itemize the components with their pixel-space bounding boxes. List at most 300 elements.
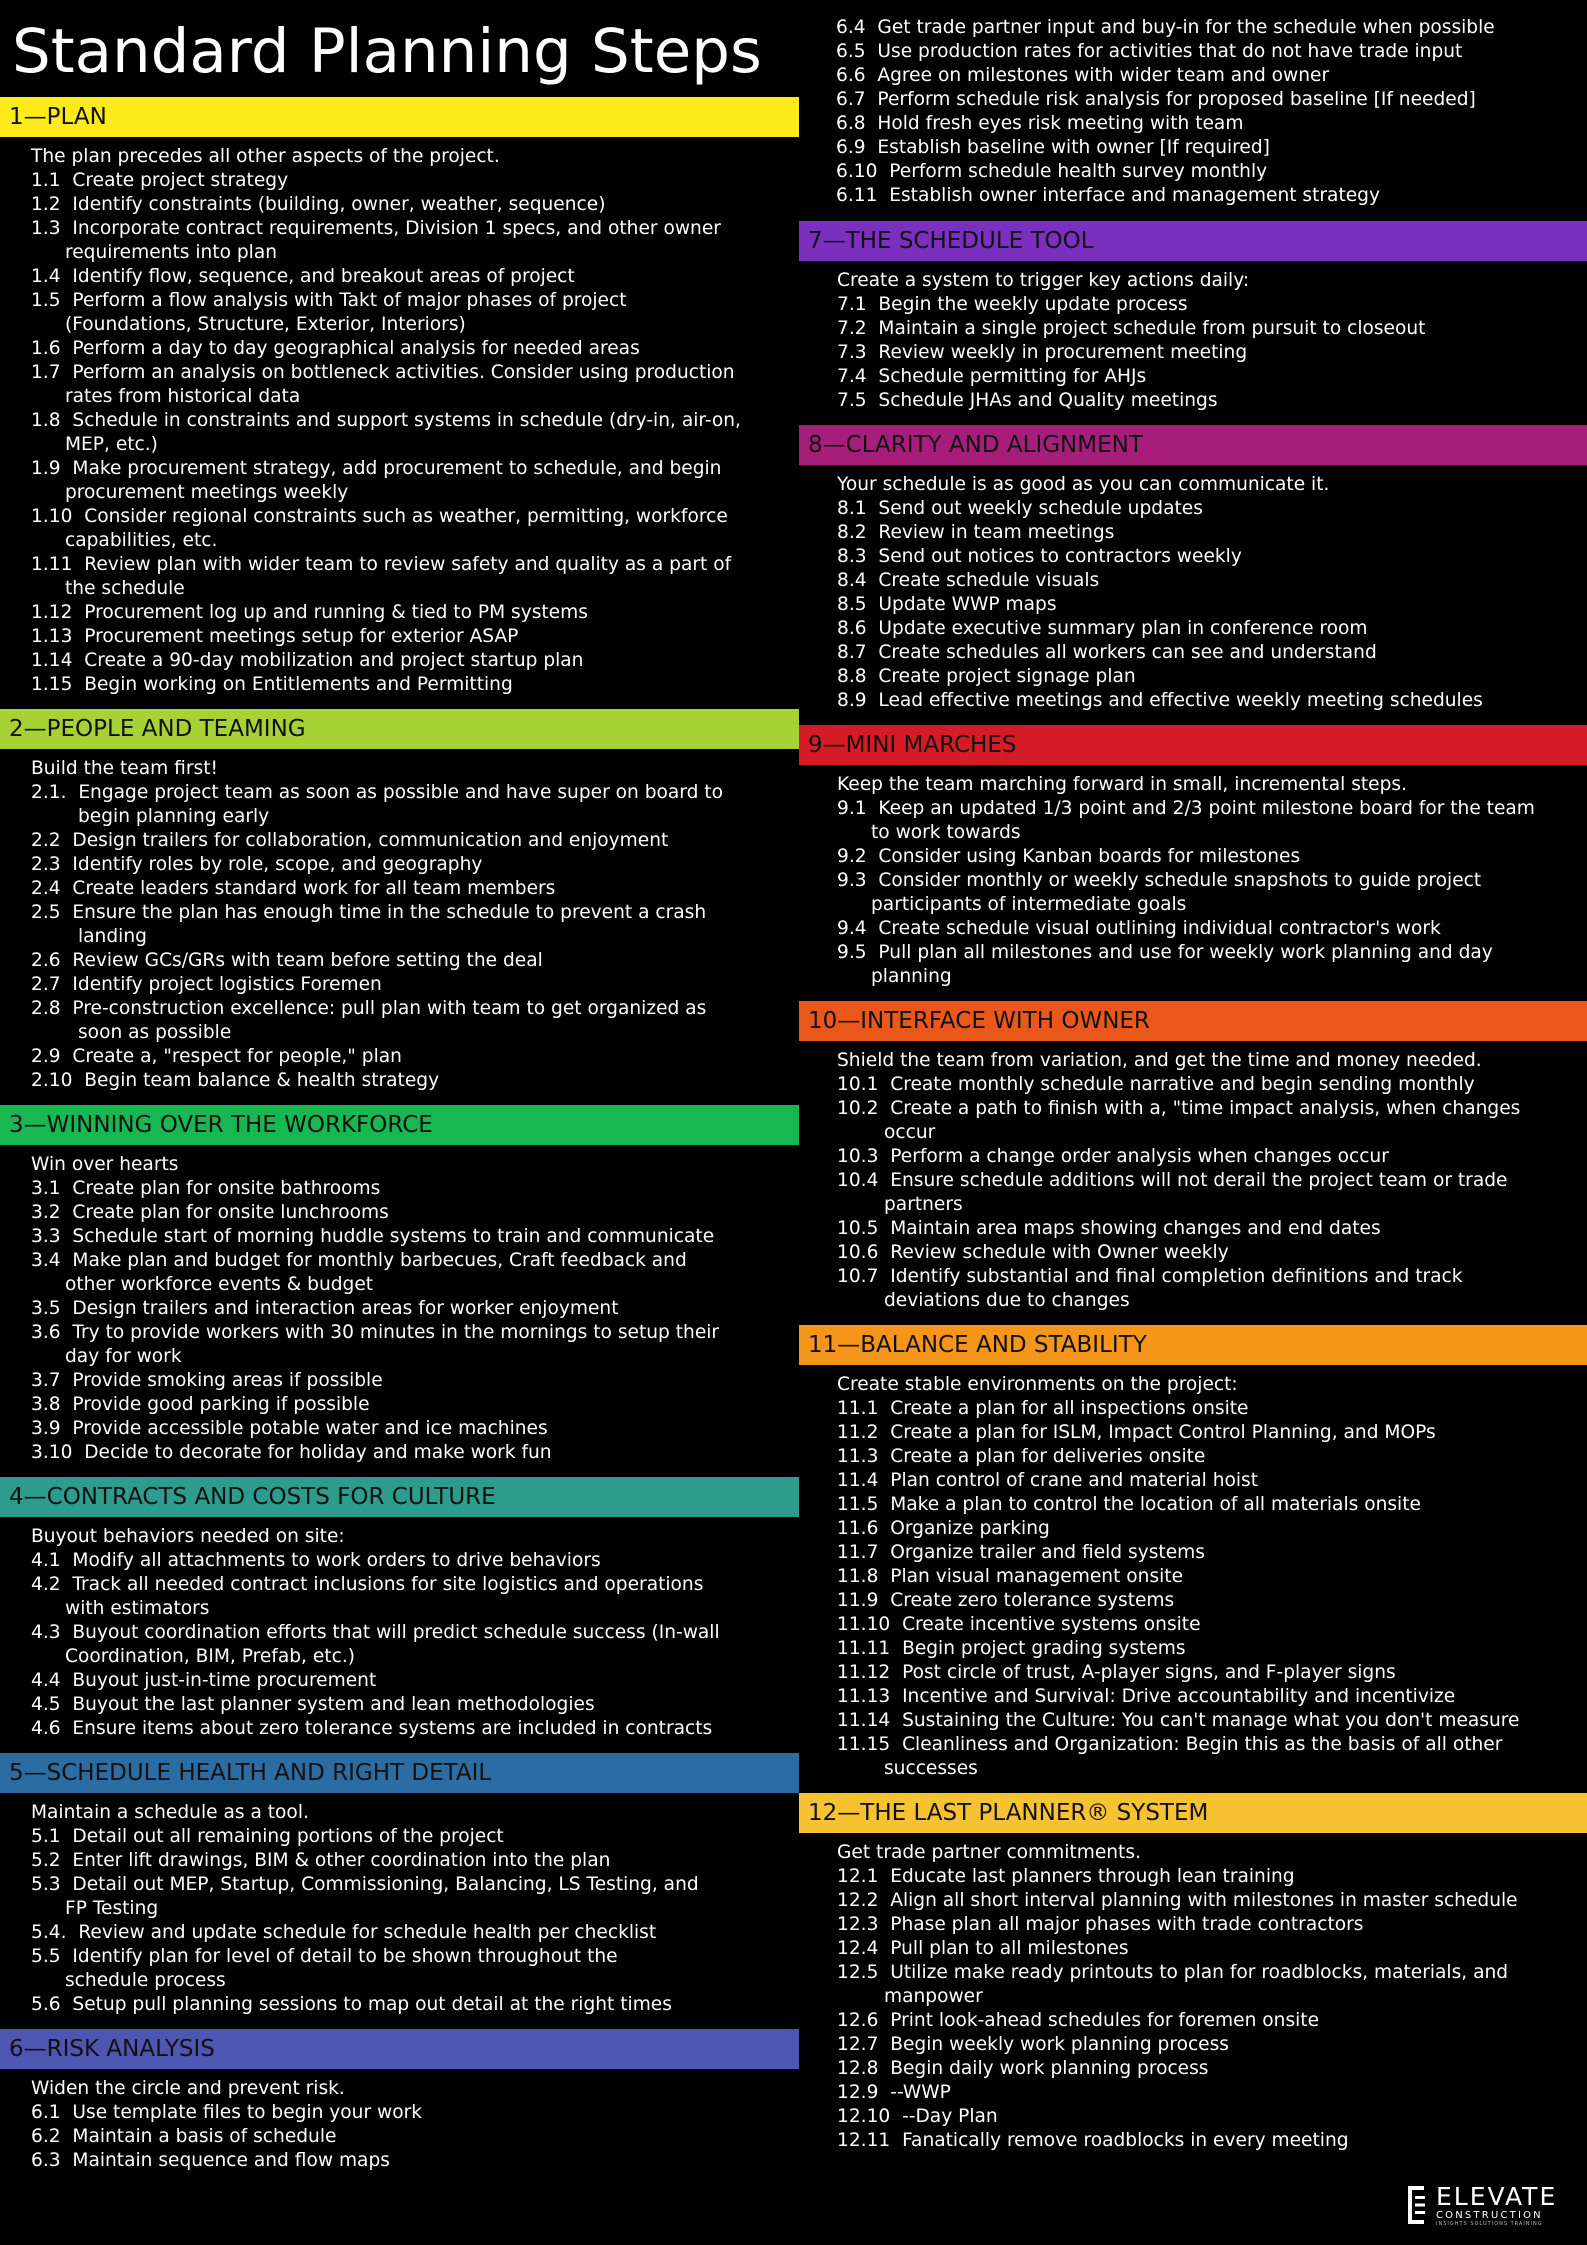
item-number: 10.7 — [837, 1266, 879, 1287]
item-line — [837, 689, 1587, 713]
section-body — [799, 261, 1587, 425]
item-line — [31, 2125, 799, 2149]
item-number: 6.8 — [836, 113, 866, 134]
list-item — [799, 1961, 1587, 2009]
item-line — [837, 2009, 1587, 2033]
list-item — [0, 973, 799, 997]
item-number: 1.14 — [31, 650, 73, 671]
item-line — [837, 569, 1587, 593]
item-line — [837, 1265, 1587, 1289]
list-item — [799, 1613, 1587, 1637]
section-intro: Shield the team from variation, and get the time and money needed. — [837, 1050, 1482, 1071]
item-line — [31, 553, 799, 577]
list-item — [799, 869, 1587, 917]
item-line — [837, 869, 1587, 893]
item-number: 2.6 — [31, 950, 61, 971]
item-number: 11.3 — [837, 1446, 879, 1467]
item-number: 3.2 — [31, 1202, 61, 1223]
item-line — [31, 1717, 799, 1741]
item-number: 2.9 — [31, 1046, 61, 1067]
item-line — [31, 1177, 799, 1201]
item-line — [837, 1169, 1587, 1193]
list-item — [799, 2009, 1587, 2033]
item-line — [837, 1217, 1587, 1241]
item-number: 8.7 — [837, 642, 867, 663]
item-text: Plan control of crane and material hoist — [890, 1470, 1259, 1491]
section-contracts — [0, 1477, 799, 1753]
list-item — [0, 1993, 799, 2017]
list-item — [799, 40, 1587, 64]
section-intro: Maintain a schedule as a tool. — [31, 1802, 309, 1823]
item-line — [31, 1069, 799, 1093]
item-line — [31, 361, 799, 385]
item-number: 8.5 — [837, 594, 867, 615]
item-text: Create plan for onsite lunchrooms — [72, 1202, 389, 1223]
list-item — [0, 1069, 799, 1093]
item-continuation: partners — [884, 1194, 963, 1215]
list-item — [799, 1889, 1587, 1913]
list-item — [799, 184, 1587, 208]
item-continuation: to work towards — [871, 822, 1021, 843]
item-line — [836, 88, 1587, 112]
list-item — [799, 689, 1587, 713]
item-number: 4.5 — [31, 1694, 61, 1715]
item-line — [837, 2033, 1587, 2057]
item-number: 3.8 — [31, 1394, 61, 1415]
item-text: Incentive and Survival: Drive accountability and incentivize — [902, 1686, 1456, 1707]
item-number: 12.7 — [837, 2034, 879, 2055]
item-line — [31, 781, 799, 805]
item-text: Schedule in constraints and support systems in schedule (dry-in, air-on, — [72, 410, 741, 431]
item-line — [837, 1589, 1587, 1613]
item-line — [31, 2101, 799, 2125]
list-item — [799, 389, 1587, 413]
logo-tagline: INSIGHTS SOLUTIONS TRAINING — [1436, 2220, 1543, 2227]
list-item — [799, 1145, 1587, 1169]
item-line — [837, 1733, 1587, 1757]
item-number: 9.4 — [837, 918, 867, 939]
item-line — [837, 1865, 1587, 1889]
item-number: 12.9 — [837, 2082, 879, 2103]
list-item — [0, 1225, 799, 1249]
item-text: Pull plan all milestones and use for weekly work planning and day — [878, 942, 1493, 963]
item-text: Consider regional constraints such as weather, permitting, workforce — [84, 506, 728, 527]
item-line — [31, 169, 799, 193]
list-item — [0, 1717, 799, 1741]
section-body — [799, 465, 1587, 725]
item-line — [837, 1469, 1587, 1493]
item-line — [837, 1565, 1587, 1589]
item-text: Identify roles by role, scope, and geography — [72, 854, 483, 875]
item-line — [31, 901, 799, 925]
item-text: Plan visual management onsite — [890, 1566, 1184, 1587]
list-item — [0, 409, 799, 457]
item-line — [837, 593, 1587, 617]
list-item — [799, 160, 1587, 184]
list-item — [799, 1169, 1587, 1217]
item-text: Detail out all remaining portions of the project — [72, 1826, 504, 1847]
section-heading: 5—SCHEDULE HEALTH AND RIGHT DETAIL — [0, 1753, 799, 1793]
item-line — [837, 1961, 1587, 1985]
item-number: 11.14 — [837, 1710, 891, 1731]
item-text: Maintain a basis of schedule — [72, 2126, 337, 2147]
item-line — [31, 1045, 799, 1069]
item-line — [837, 1493, 1587, 1517]
list-item — [799, 2057, 1587, 2081]
item-number: 8.3 — [837, 546, 867, 567]
item-line — [31, 1873, 799, 1897]
list-item — [799, 497, 1587, 521]
list-item — [799, 64, 1587, 88]
item-line — [31, 217, 799, 241]
item-text: Perform schedule health survey monthly — [889, 161, 1268, 182]
item-number: 1.7 — [31, 362, 61, 383]
item-line — [31, 289, 799, 313]
list-item — [799, 845, 1587, 869]
item-number: 9.5 — [837, 942, 867, 963]
item-number: 7.3 — [837, 342, 867, 363]
list-item — [799, 1469, 1587, 1493]
list-item — [0, 1693, 799, 1717]
item-number: 1.2 — [31, 194, 61, 215]
list-item — [0, 169, 799, 193]
item-line — [31, 1921, 799, 1945]
item-continuation: requirements into plan — [65, 242, 278, 263]
page-title: Standard Planning Steps — [12, 16, 762, 87]
item-line — [837, 2057, 1587, 2081]
item-number: 11.8 — [837, 1566, 879, 1587]
section-body — [799, 765, 1587, 1001]
item-number: 9.3 — [837, 870, 867, 891]
item-text: --WWP — [890, 2082, 951, 2103]
list-item — [799, 1589, 1587, 1613]
item-number: 1.8 — [31, 410, 61, 431]
list-item — [0, 193, 799, 217]
list-item — [799, 521, 1587, 545]
list-item — [799, 1097, 1587, 1145]
item-text: Create a path to finish with a, "time impact analysis, when changes — [890, 1098, 1521, 1119]
section-intro: Keep the team marching forward in small, incremental steps. — [837, 774, 1408, 795]
section-body — [799, 1833, 1587, 2165]
item-number: 2.3 — [31, 854, 61, 875]
item-text: Schedule JHAs and Quality meetings — [878, 390, 1218, 411]
section-intro: Build the team first! — [31, 758, 218, 779]
item-continuation: day for work — [65, 1346, 182, 1367]
item-text: Review in team meetings — [878, 522, 1115, 543]
item-text: Agree on milestones with wider team and owner — [877, 65, 1330, 86]
list-item — [799, 1685, 1587, 1709]
item-number: 11.13 — [837, 1686, 891, 1707]
list-item — [0, 1045, 799, 1069]
list-item — [799, 16, 1587, 40]
item-line — [31, 649, 799, 673]
item-number: 8.1 — [837, 498, 867, 519]
item-text: Post circle of trust, A-player signs, and F-player signs — [902, 1662, 1396, 1683]
item-text: Send out notices to contractors weekly — [878, 546, 1242, 567]
list-item — [799, 1661, 1587, 1685]
item-text: Review schedule with Owner weekly — [890, 1242, 1229, 1263]
item-text: Maintain area maps showing changes and end dates — [890, 1218, 1381, 1239]
item-text: Provide smoking areas if possible — [72, 1370, 383, 1391]
item-text: Provide accessible potable water and ice machines — [72, 1418, 548, 1439]
list-item — [799, 797, 1587, 845]
item-number: 7.2 — [837, 318, 867, 339]
item-line — [31, 877, 799, 901]
item-number: 10.6 — [837, 1242, 879, 1263]
item-number: 11.15 — [837, 1734, 891, 1755]
list-item — [0, 1873, 799, 1921]
item-line — [31, 1417, 799, 1441]
list-item — [799, 136, 1587, 160]
item-text: Decide to decorate for holiday and make work fun — [84, 1442, 552, 1463]
section-body — [0, 137, 799, 709]
item-line — [31, 1573, 799, 1597]
item-line — [837, 389, 1587, 413]
item-number: 1.4 — [31, 266, 61, 287]
list-item — [799, 1937, 1587, 1961]
list-item — [799, 1493, 1587, 1517]
item-number: 2.2 — [31, 830, 61, 851]
item-continuation: other workforce events & budget — [65, 1274, 374, 1295]
section-heading: 4—CONTRACTS AND COSTS FOR CULTURE — [0, 1477, 799, 1517]
item-line — [837, 941, 1587, 965]
item-continuation: capabilities, etc. — [65, 530, 218, 551]
item-line — [837, 1073, 1587, 1097]
item-number: 7.4 — [837, 366, 867, 387]
item-number: 12.5 — [837, 1962, 879, 1983]
item-number: 12.2 — [837, 1890, 879, 1911]
list-item — [799, 1241, 1587, 1265]
list-item — [799, 617, 1587, 641]
item-line — [836, 160, 1587, 184]
section-intro: Create stable environments on the project: — [837, 1374, 1238, 1395]
left-sections — [0, 97, 799, 2185]
item-line — [31, 1825, 799, 1849]
item-number: 11.6 — [837, 1518, 879, 1539]
item-text: Ensure items about zero tolerance systems are included in contracts — [72, 1718, 713, 1739]
item-text: Utilize make ready printouts to plan for roadblocks, materials, and — [890, 1962, 1509, 1983]
item-text: Review weekly in procurement meeting — [878, 342, 1248, 363]
item-number: 6.3 — [31, 2150, 61, 2171]
item-continuation: Coordination, BIM, Prefab, etc.) — [65, 1646, 355, 1667]
list-item — [799, 293, 1587, 317]
item-text: Create a plan for ISLM, Impact Control Planning, and MOPs — [890, 1422, 1436, 1443]
list-item — [0, 457, 799, 505]
elevate-logo — [1406, 2182, 1578, 2228]
item-number: 11.2 — [837, 1422, 879, 1443]
section-body — [0, 1517, 799, 1753]
item-number: 8.6 — [837, 618, 867, 639]
item-line — [31, 1849, 799, 1873]
item-line — [31, 1321, 799, 1345]
item-text: Perform a day to day geographical analysis for needed areas — [72, 338, 640, 359]
item-continuation: planning — [871, 966, 952, 987]
list-item — [799, 917, 1587, 941]
list-item — [799, 1541, 1587, 1565]
item-text: Update executive summary plan in conference room — [878, 618, 1368, 639]
item-continuation: deviations due to changes — [884, 1290, 1130, 1311]
item-text: Incorporate contract requirements, Division 1 specs, and other owner — [72, 218, 721, 239]
item-continuation: soon as possible — [78, 1022, 232, 1043]
section-body — [0, 749, 799, 1105]
item-text: Review GCs/GRs with team before setting the deal — [72, 950, 543, 971]
item-number: 10.5 — [837, 1218, 879, 1239]
item-text: Get trade partner input and buy-in for the schedule when possible — [877, 17, 1495, 38]
item-number: 10.1 — [837, 1074, 879, 1095]
item-line — [836, 64, 1587, 88]
item-text: Create schedules all workers can see and understand — [878, 642, 1377, 663]
item-number: 2.10 — [31, 1070, 73, 1091]
section-heading: 2—PEOPLE AND TEAMING — [0, 709, 799, 749]
item-number: 10.3 — [837, 1146, 879, 1167]
list-item — [0, 949, 799, 973]
list-item — [0, 1573, 799, 1621]
list-item — [0, 2101, 799, 2125]
item-text: Create project strategy — [72, 170, 289, 191]
section-heading: 1—PLAN — [0, 97, 799, 137]
item-text: Perform a change order analysis when changes occur — [890, 1146, 1389, 1167]
list-item — [0, 2125, 799, 2149]
section-body — [0, 1145, 799, 1477]
item-line — [31, 265, 799, 289]
section-intro: Buyout behaviors needed on site: — [31, 1526, 345, 1547]
item-number: 3.7 — [31, 1370, 61, 1391]
list-item — [0, 1417, 799, 1441]
list-item — [799, 1865, 1587, 1889]
item-line — [31, 505, 799, 529]
item-continuation: MEP, etc.) — [65, 434, 158, 455]
item-line — [837, 1661, 1587, 1685]
item-number: 12.8 — [837, 2058, 879, 2079]
list-item — [799, 1565, 1587, 1589]
item-text: Update WWP maps — [878, 594, 1057, 615]
item-number: 12.6 — [837, 2010, 879, 2031]
item-number: 4.6 — [31, 1718, 61, 1739]
item-number: 10.2 — [837, 1098, 879, 1119]
item-number: 5.1 — [31, 1826, 61, 1847]
section-marches — [799, 725, 1587, 1001]
item-text: Buyout coordination efforts that will predict schedule success (In-wall — [72, 1622, 720, 1643]
list-item — [0, 289, 799, 337]
item-continuation: with estimators — [65, 1598, 210, 1619]
item-text: Setup pull planning sessions to map out detail at the right times — [72, 1994, 672, 2015]
item-continuation: (Foundations, Structure, Exterior, Interiors) — [65, 314, 466, 335]
item-line — [31, 409, 799, 433]
item-line — [837, 1097, 1587, 1121]
item-number: 4.4 — [31, 1670, 61, 1691]
list-item — [0, 997, 799, 1045]
item-text: Provide good parking if possible — [72, 1394, 370, 1415]
section-intro: Get trade partner commitments. — [837, 1842, 1141, 1863]
item-number: 1.11 — [31, 554, 73, 575]
section-intro: Widen the circle and prevent risk. — [31, 2078, 345, 2099]
item-text: Create monthly schedule narrative and begin sending monthly — [890, 1074, 1475, 1095]
item-continuation: the schedule — [65, 578, 185, 599]
item-number: 8.8 — [837, 666, 867, 687]
item-text: Buyout the last planner system and lean methodologies — [72, 1694, 595, 1715]
item-text: Use template files to begin your work — [72, 2102, 423, 2123]
item-text: Maintain a single project schedule from pursuit to closeout — [878, 318, 1426, 339]
item-line — [837, 845, 1587, 869]
section-heading: 11—BALANCE AND STABILITY — [799, 1325, 1587, 1365]
list-item — [799, 941, 1587, 989]
list-item — [799, 1733, 1587, 1781]
item-text: Begin team balance & health strategy — [84, 1070, 440, 1091]
item-line — [837, 341, 1587, 365]
item-text: Keep an updated 1/3 point and 2/3 point milestone board for the team — [878, 798, 1535, 819]
item-text: Review and update schedule for schedule health per checklist — [78, 1922, 657, 1943]
list-item — [0, 877, 799, 901]
item-text: Use production rates for activities that do not have trade input — [877, 41, 1463, 62]
item-text: Procurement log up and running & tied to PM systems — [84, 602, 588, 623]
section-last_planner — [799, 1793, 1587, 2165]
item-continuation: FP Testing — [65, 1898, 159, 1919]
item-text: Pre-construction excellence: pull plan with team to get organized as — [72, 998, 707, 1019]
item-line — [837, 497, 1587, 521]
section-schedule_health — [0, 1753, 799, 2029]
item-line — [31, 1393, 799, 1417]
item-continuation: manpower — [884, 1986, 983, 2007]
item-text: Begin the weekly update process — [878, 294, 1188, 315]
item-number: 1.12 — [31, 602, 73, 623]
list-item — [0, 625, 799, 649]
item-number: 12.4 — [837, 1938, 879, 1959]
item-number: 1.10 — [31, 506, 73, 527]
item-text: Create a 90-day mobilization and project startup plan — [84, 650, 584, 671]
item-number: 11.5 — [837, 1494, 879, 1515]
item-text: Establish owner interface and management strategy — [889, 185, 1380, 206]
list-item — [0, 901, 799, 949]
list-item — [799, 641, 1587, 665]
list-item — [799, 2081, 1587, 2105]
section-plan — [0, 97, 799, 709]
item-number: 3.1 — [31, 1178, 61, 1199]
list-item — [0, 1249, 799, 1297]
item-number: 11.9 — [837, 1590, 879, 1611]
section-heading: 10—INTERFACE WITH OWNER — [799, 1001, 1587, 1041]
item-line — [31, 337, 799, 361]
list-item — [0, 1825, 799, 1849]
section-clarity — [799, 425, 1587, 725]
item-line — [837, 1541, 1587, 1565]
list-item — [0, 1441, 799, 1465]
item-number: 9.1 — [837, 798, 867, 819]
item-number: 12.1 — [837, 1866, 879, 1887]
item-number: 1.3 — [31, 218, 61, 239]
item-number: 6.11 — [836, 185, 878, 206]
item-number: 6.4 — [836, 17, 866, 38]
item-text: Schedule start of morning huddle systems to train and communicate — [72, 1226, 715, 1247]
list-item — [0, 781, 799, 829]
item-number: 6.1 — [31, 2102, 61, 2123]
item-text: Pull plan to all milestones — [890, 1938, 1129, 1959]
item-text: Fanatically remove roadblocks in every meeting — [902, 2130, 1349, 2151]
item-number: 2.8 — [31, 998, 61, 1019]
item-text: Procurement meetings setup for exterior ASAP — [84, 626, 519, 647]
item-number: 4.3 — [31, 1622, 61, 1643]
item-text: Educate last planners through lean training — [890, 1866, 1295, 1887]
list-item — [0, 1393, 799, 1417]
logo-sub: CONSTRUCTION — [1436, 2209, 1543, 2221]
item-text: Sustaining the Culture: You can't manage what you don't measure — [902, 1710, 1520, 1731]
item-line — [837, 1685, 1587, 1709]
item-line — [31, 1201, 799, 1225]
item-continuation: occur — [884, 1122, 936, 1143]
item-line — [31, 193, 799, 217]
item-line — [837, 365, 1587, 389]
list-item — [0, 1621, 799, 1669]
item-line — [837, 2081, 1587, 2105]
